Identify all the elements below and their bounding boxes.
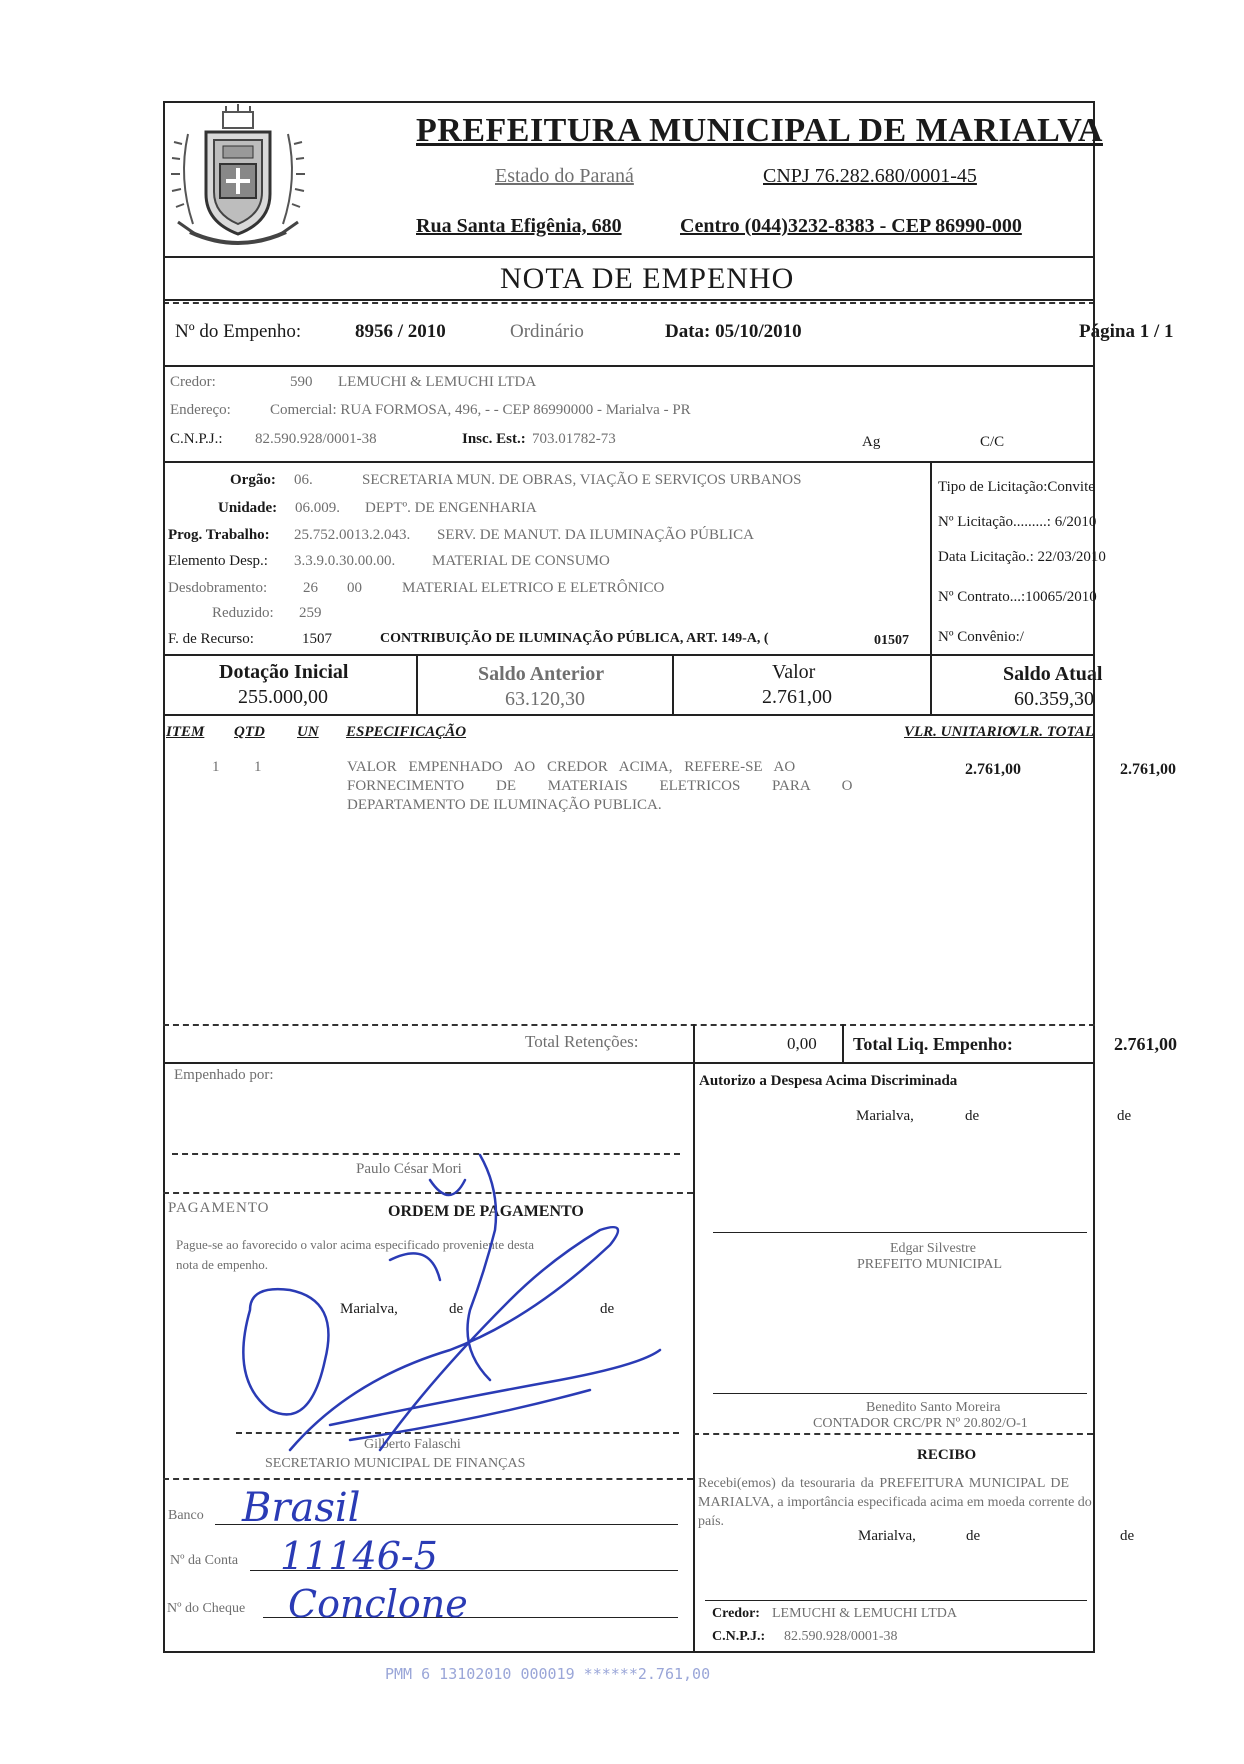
col-item: ITEM xyxy=(166,724,205,740)
banco-label: Banco xyxy=(168,1508,204,1523)
prefeito-cargo: PREFEITO MUNICIPAL xyxy=(857,1257,1003,1272)
divider xyxy=(693,1062,695,1652)
recurso-label: F. de Recurso: xyxy=(168,631,254,647)
elemento-label: Elemento Desp.: xyxy=(168,553,268,569)
secretario-nome: Gilberto Falaschi xyxy=(364,1437,461,1452)
col-total: VLR. TOTAL xyxy=(1010,724,1094,740)
frame-edge xyxy=(1093,300,1095,366)
divider xyxy=(163,714,1095,716)
recurso-code2: 01507 xyxy=(874,633,909,648)
divider xyxy=(930,654,932,714)
valor-value: 2.761,00 xyxy=(762,686,832,708)
desdob-label: Desdobramento: xyxy=(168,580,268,596)
recibo-text-2: MARIALVA, a importância especificada acima em moeda corrente do xyxy=(698,1495,1092,1510)
numero-convenio: Nº Convênio:/ xyxy=(938,629,1024,645)
dotacao-value: 255.000,00 xyxy=(238,686,328,708)
unidade-code: 06.009. xyxy=(295,500,340,516)
retencoes-value: 0,00 xyxy=(787,1034,817,1053)
divider xyxy=(693,1024,695,1064)
cc-label: C/C xyxy=(980,434,1005,450)
col-qtd: QTD xyxy=(234,724,265,740)
autorizo-de-2: de xyxy=(1117,1108,1132,1124)
cheque-handwritten: Conclone xyxy=(288,1582,468,1626)
contador-cargo: CONTADOR CRC/PR Nº 20.802/O-1 xyxy=(813,1416,1028,1431)
recibo-city: Marialva, xyxy=(858,1528,916,1544)
col-spec: ESPECIFICAÇÃO xyxy=(346,724,467,740)
item-spec-line2: FORNECIMENTO DE MATERIAIS ELETRICOS PARA O xyxy=(347,778,853,794)
recibo-credor-label: Credor: xyxy=(712,1606,760,1621)
reduzido-label: Reduzido: xyxy=(212,605,274,621)
banco-handwritten: Brasil xyxy=(242,1485,361,1531)
bottom-stamp: PMM 6 13102010 000019 ******2.761,00 xyxy=(385,1665,711,1683)
divider xyxy=(930,461,932,654)
tipo-licitacao: Tipo de Licitação:Convite xyxy=(938,479,1095,495)
elemento-name: MATERIAL DE CONSUMO xyxy=(432,553,610,569)
col-un: UN xyxy=(297,724,319,740)
recibo-text-1: Recebi(emos) da tesouraria da PREFEITURA MUNICIPAL DE xyxy=(698,1476,1070,1491)
credor-code: 590 xyxy=(290,374,313,390)
prefeito-nome: Edgar Silvestre xyxy=(890,1241,976,1256)
recibo-credor-nome: LEMUCHI & LEMUCHI LTDA xyxy=(772,1606,957,1621)
item-unit-value: 2.761,00 xyxy=(965,761,1021,778)
divider xyxy=(163,1062,1095,1064)
numero-contrato: Nº Contrato...:10065/2010 xyxy=(938,589,1097,605)
conta-handwritten: 11146-5 xyxy=(280,1534,438,1578)
prefeitura-title: PREFEITURA MUNICIPAL DE MARIALVA xyxy=(416,112,1103,149)
credor-name: LEMUCHI & LEMUCHI LTDA xyxy=(338,374,537,390)
insc-value: 703.01782-73 xyxy=(532,431,616,447)
insc-label: Insc. Est.: xyxy=(462,431,526,447)
recibo-label: RECIBO xyxy=(917,1447,977,1463)
pague-city: Marialva, xyxy=(340,1301,398,1317)
orgao-label: Orgão: xyxy=(230,472,276,488)
ordem-pagamento-label: ORDEM DE PAGAMENTO xyxy=(388,1203,584,1220)
credor-label: Credor: xyxy=(170,374,216,390)
item-spec-line1: VALOR EMPENHADO AO CREDOR ACIMA, REFERE-SE AO xyxy=(347,759,796,775)
prog-code: 25.752.0013.2.043. xyxy=(294,527,411,543)
secretario-cargo: SECRETARIO MUNICIPAL DE FINANÇAS xyxy=(265,1456,526,1471)
liq-label: Total Liq. Empenho: xyxy=(853,1034,1013,1054)
empenhado-nome: Paulo César Mori xyxy=(356,1161,462,1177)
contador-nome: Benedito Santo Moreira xyxy=(866,1400,1001,1415)
address-text: Rua Santa Efigênia, 680 xyxy=(416,215,622,237)
contact-text: Centro (044)3232-8383 - CEP 86990-000 xyxy=(680,215,1022,237)
recurso-code: 1507 xyxy=(302,631,332,647)
valor-label: Valor xyxy=(772,661,816,683)
cheque-label: Nº do Cheque xyxy=(167,1601,246,1616)
autorizo-de-1: de xyxy=(965,1108,980,1124)
recibo-de-2: de xyxy=(1120,1528,1135,1544)
liq-value: 2.761,00 xyxy=(1114,1034,1177,1054)
recibo-cnpj-label: C.N.P.J.: xyxy=(712,1629,766,1644)
coat-of-arms-icon xyxy=(168,104,308,254)
divider xyxy=(842,1024,844,1064)
divider xyxy=(672,654,674,714)
signature-scribble xyxy=(230,1150,670,1470)
cnpj-label: C.N.P.J.: xyxy=(170,431,223,447)
divider xyxy=(416,654,418,714)
saldo-atual-label: Saldo Atual xyxy=(1003,663,1103,685)
empenho-label: Nº do Empenho: xyxy=(175,321,302,342)
pague-de-2: de xyxy=(600,1301,615,1317)
credor-cnpj: 82.590.928/0001-38 xyxy=(255,431,377,447)
autorizo-city: Marialva, xyxy=(856,1108,914,1124)
retencoes-label: Total Retenções: xyxy=(525,1032,639,1051)
state-text: Estado do Paraná xyxy=(495,165,634,187)
divider xyxy=(163,1478,693,1480)
divider xyxy=(163,302,1095,304)
conta-label: Nº da Conta xyxy=(170,1553,239,1568)
divider xyxy=(163,1024,1095,1026)
empenhado-por-label: Empenhado por: xyxy=(174,1067,274,1083)
desdob-code: 26 xyxy=(303,580,318,596)
signature-line xyxy=(713,1393,1087,1394)
page-number: Página 1 / 1 xyxy=(1079,321,1174,342)
numero-licitacao: Nº Licitação.........: 6/2010 xyxy=(938,514,1097,530)
orgao-code: 06. xyxy=(294,472,313,488)
elemento-code: 3.3.9.0.30.00.00. xyxy=(294,553,396,569)
saldo-anterior-value: 63.120,30 xyxy=(505,688,585,710)
pague-text-2: nota de empenho. xyxy=(176,1257,269,1272)
recibo-de-1: de xyxy=(966,1528,981,1544)
item-qtd: 1 xyxy=(254,759,262,775)
unidade-name: DEPTº. DE ENGENHARIA xyxy=(365,500,537,516)
recurso-name: CONTRIBUIÇÃO DE ILUMINAÇÃO PÚBLICA, ART. 149-A, ( xyxy=(380,631,769,646)
empenho-type: Ordinário xyxy=(510,321,584,342)
desdob-sub: 00 xyxy=(347,580,362,596)
recibo-text-3: país. xyxy=(698,1514,725,1529)
autorizo-label: Autorizo a Despesa Acima Discriminada xyxy=(699,1073,958,1089)
credor-address: Comercial: RUA FORMOSA, 496, - - CEP 86990000 - Marialva - PR xyxy=(270,402,691,418)
prog-name: SERV. DE MANUT. DA ILUMINAÇÃO PÚBLICA xyxy=(437,527,755,543)
signature-line xyxy=(713,1232,1087,1233)
item-number: 1 xyxy=(212,759,220,775)
desdob-name: MATERIAL ELETRICO E ELETRÔNICO xyxy=(402,580,665,596)
cnpj-text: CNPJ 76.282.680/0001-45 xyxy=(763,165,977,187)
signature-line xyxy=(705,1600,1087,1601)
ag-label: Ag xyxy=(862,434,881,450)
saldo-atual-value: 60.359,30 xyxy=(1014,688,1094,710)
pagamento-label: PAGAMENTO xyxy=(168,1200,270,1216)
pague-text-1: Pague-se ao favorecido o valor acima especificado proveniente desta xyxy=(176,1237,535,1252)
pague-de-1: de xyxy=(449,1301,464,1317)
item-total-value: 2.761,00 xyxy=(1120,761,1176,778)
address-label: Endereço: xyxy=(170,402,231,418)
reduzido-value: 259 xyxy=(299,605,322,621)
divider xyxy=(163,461,1095,463)
divider xyxy=(693,1433,1093,1435)
frame-edge xyxy=(163,300,165,366)
dotacao-label: Dotação Inicial xyxy=(219,661,349,683)
empenho-number: 8956 / 2010 xyxy=(355,321,446,342)
empenho-date: Data: 05/10/2010 xyxy=(665,321,802,342)
nota-title: NOTA DE EMPENHO xyxy=(500,262,795,295)
orgao-name: SECRETARIA MUN. DE OBRAS, VIAÇÃO E SERVIÇOS URBANOS xyxy=(362,472,802,488)
saldo-anterior-label: Saldo Anterior xyxy=(478,663,605,685)
col-unit: VLR. UNITARIO xyxy=(904,724,1014,740)
data-licitacao: Data Licitação.: 22/03/2010 xyxy=(938,549,1106,565)
recibo-cnpj: 82.590.928/0001-38 xyxy=(784,1629,898,1644)
prog-label: Prog. Trabalho: xyxy=(168,527,270,543)
divider xyxy=(163,654,1095,656)
unidade-label: Unidade: xyxy=(218,500,278,516)
item-spec-line3: DEPARTAMENTO DE ILUMINAÇÃO PUBLICA. xyxy=(347,797,662,813)
